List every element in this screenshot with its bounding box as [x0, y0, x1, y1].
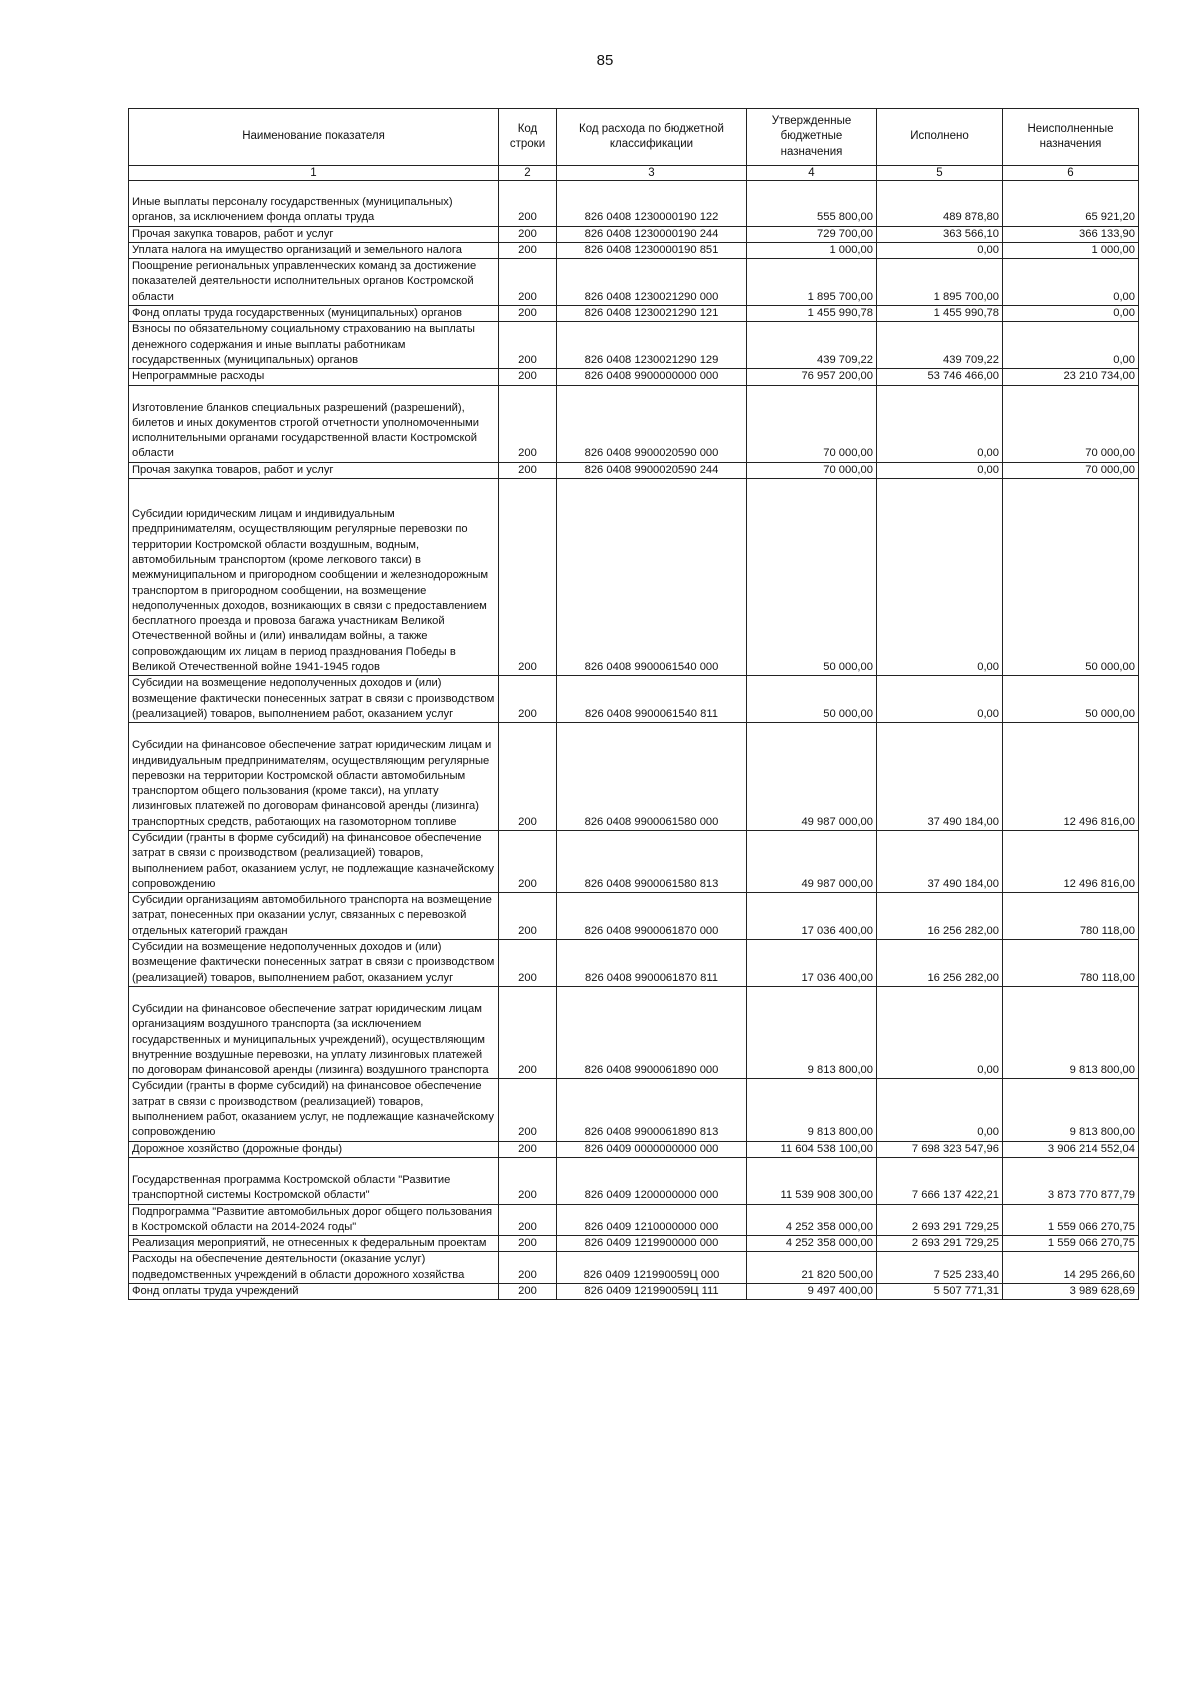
unexecuted-amount-cell: 9 813 800,00 — [1003, 1079, 1139, 1141]
column-number: 3 — [557, 166, 747, 181]
unexecuted-amount-cell: 3 989 628,69 — [1003, 1284, 1139, 1300]
executed-amount-cell: 2 693 291 729,25 — [877, 1236, 1003, 1252]
line-code-cell: 200 — [499, 259, 557, 306]
indicator-name-cell: Поощрение региональных управленческих команд за достижение показателей деятельности исполнительных органов Костромской области — [129, 259, 499, 306]
approved-amount-cell: 1 455 990,78 — [747, 306, 877, 322]
unexecuted-amount-cell: 1 559 066 270,75 — [1003, 1204, 1139, 1236]
budget-code-cell: 826 0408 9900061580 000 — [557, 723, 747, 831]
page-number: 85 — [596, 52, 614, 69]
budget-code-cell: 826 0408 9900061890 000 — [557, 986, 747, 1078]
line-code-cell: 200 — [499, 940, 557, 987]
line-code-cell: 200 — [499, 322, 557, 369]
executed-amount-cell: 0,00 — [877, 462, 1003, 478]
budget-code-cell: 826 0408 1230021290 129 — [557, 322, 747, 369]
line-code-cell: 200 — [499, 1141, 557, 1157]
unexecuted-amount-cell: 0,00 — [1003, 306, 1139, 322]
budget-code-cell: 826 0408 9900061870 000 — [557, 893, 747, 940]
indicator-name-cell: Расходы на обеспечение деятельности (оказание услуг) подведомственных учреждений в области дорожного хозяйства — [129, 1252, 499, 1284]
table-row — [129, 1157, 1139, 1204]
table-row — [129, 1284, 1139, 1300]
unexecuted-amount-cell: 23 210 734,00 — [1003, 369, 1139, 385]
approved-amount-cell: 50 000,00 — [747, 676, 877, 723]
indicator-name-cell: Государственная программа Костромской области "Развитие транспортной системы Костромской области" — [129, 1157, 499, 1204]
executed-amount-cell: 7 525 233,40 — [877, 1252, 1003, 1284]
approved-amount-cell: 49 987 000,00 — [747, 830, 877, 892]
unexecuted-amount-cell: 0,00 — [1003, 322, 1139, 369]
executed-amount-cell: 2 693 291 729,25 — [877, 1204, 1003, 1236]
indicator-name-cell: Непрограммные расходы — [129, 369, 499, 385]
executed-amount-cell: 0,00 — [877, 479, 1003, 676]
unexecuted-amount-cell: 366 133,90 — [1003, 226, 1139, 242]
budget-code-cell: 826 0409 0000000000 000 — [557, 1141, 747, 1157]
table-row — [129, 306, 1139, 322]
budget-code-cell: 826 0408 9900061540 811 — [557, 676, 747, 723]
budget-code-cell: 826 0408 9900061540 000 — [557, 479, 747, 676]
executed-amount-cell: 0,00 — [877, 242, 1003, 258]
header-approved: Утвержденные бюджетные назначения — [747, 109, 877, 166]
approved-amount-cell: 17 036 400,00 — [747, 940, 877, 987]
line-code-cell: 200 — [499, 723, 557, 831]
line-code-cell: 200 — [499, 1204, 557, 1236]
unexecuted-amount-cell: 9 813 800,00 — [1003, 986, 1139, 1078]
budget-code-cell: 826 0408 9900020590 000 — [557, 385, 747, 462]
table-row — [129, 479, 1139, 676]
unexecuted-amount-cell: 1 559 066 270,75 — [1003, 1236, 1139, 1252]
unexecuted-amount-cell: 14 295 266,60 — [1003, 1252, 1139, 1284]
indicator-name-cell: Подпрограмма "Развитие автомобильных дорог общего пользования в Костромской области на 2014-2024 годы" — [129, 1204, 499, 1236]
unexecuted-amount-cell: 70 000,00 — [1003, 385, 1139, 462]
approved-amount-cell: 4 252 358 000,00 — [747, 1236, 877, 1252]
unexecuted-amount-cell: 3 906 214 552,04 — [1003, 1141, 1139, 1157]
line-code-cell: 200 — [499, 1252, 557, 1284]
header-budget-code: Код расхода по бюджетной классификации — [557, 109, 747, 166]
approved-amount-cell: 11 604 538 100,00 — [747, 1141, 877, 1157]
header-row — [129, 109, 1139, 166]
table-row — [129, 723, 1139, 831]
table-row — [129, 369, 1139, 385]
budget-code-cell: 826 0408 1230000190 244 — [557, 226, 747, 242]
budget-code-cell: 826 0409 121990059Ц 111 — [557, 1284, 747, 1300]
table-row — [129, 1236, 1139, 1252]
indicator-name-cell: Реализация мероприятий, не отнесенных к федеральным проектам — [129, 1236, 499, 1252]
approved-amount-cell: 555 800,00 — [747, 181, 877, 227]
executed-amount-cell: 1 455 990,78 — [877, 306, 1003, 322]
table-row — [129, 462, 1139, 478]
table-row — [129, 986, 1139, 1078]
table-row — [129, 893, 1139, 940]
approved-amount-cell: 9 813 800,00 — [747, 1079, 877, 1141]
indicator-name-cell: Иные выплаты персоналу государственных (муниципальных) органов, за исключением фонда оплаты труда — [129, 181, 499, 227]
approved-amount-cell: 4 252 358 000,00 — [747, 1204, 877, 1236]
executed-amount-cell: 16 256 282,00 — [877, 940, 1003, 987]
line-code-cell: 200 — [499, 369, 557, 385]
approved-amount-cell: 50 000,00 — [747, 479, 877, 676]
approved-amount-cell: 9 813 800,00 — [747, 986, 877, 1078]
executed-amount-cell: 0,00 — [877, 986, 1003, 1078]
unexecuted-amount-cell: 50 000,00 — [1003, 479, 1139, 676]
header-line-code: Код строки — [499, 109, 557, 166]
indicator-name-cell: Субсидии на финансовое обеспечение затрат юридическим лицам и индивидуальным предпринимателям, осуществляющим регулярные перевозки на территории Костромской области автомобильным транспортом общего пользования (кроме такси), на уплату лизинговых платежей по договорам финансовой аренды (лизинга) транспортных средств, работающих на газомоторном топливе — [129, 723, 499, 831]
indicator-name-cell: Субсидии организациям автомобильного транспорта на возмещение затрат, понесенных при оказании услуг, связанных с перевозкой отдельных категорий граждан — [129, 893, 499, 940]
approved-amount-cell: 729 700,00 — [747, 226, 877, 242]
line-code-cell: 200 — [499, 385, 557, 462]
indicator-name-cell: Субсидии (гранты в форме субсидий) на финансовое обеспечение затрат в связи с производством (реализацией) товаров, выполнением работ, оказанием услуг, не подлежащие казначейскому сопровождению — [129, 1079, 499, 1141]
line-code-cell: 200 — [499, 306, 557, 322]
executed-amount-cell: 7 666 137 422,21 — [877, 1157, 1003, 1204]
executed-amount-cell: 489 878,80 — [877, 181, 1003, 227]
header-indicator-name: Наименование показателя — [129, 109, 499, 166]
line-code-cell: 200 — [499, 1236, 557, 1252]
unexecuted-amount-cell: 65 921,20 — [1003, 181, 1139, 227]
indicator-name-cell: Фонд оплаты труда государственных (муниципальных) органов — [129, 306, 499, 322]
budget-code-cell: 826 0408 9900061890 813 — [557, 1079, 747, 1141]
indicator-name-cell: Уплата налога на имущество организаций и земельного налога — [129, 242, 499, 258]
executed-amount-cell: 0,00 — [877, 1079, 1003, 1141]
budget-code-cell: 826 0408 9900061870 811 — [557, 940, 747, 987]
approved-amount-cell: 1 000,00 — [747, 242, 877, 258]
table-row — [129, 385, 1139, 462]
approved-amount-cell: 21 820 500,00 — [747, 1252, 877, 1284]
line-code-cell: 200 — [499, 462, 557, 478]
line-code-cell: 200 — [499, 242, 557, 258]
approved-amount-cell: 70 000,00 — [747, 462, 877, 478]
line-code-cell: 200 — [499, 1157, 557, 1204]
column-number: 4 — [747, 166, 877, 181]
indicator-name-cell: Субсидии юридическим лицам и индивидуальным предпринимателям, осуществляющим регулярные перевозки по территории Костромской области воздушным, водным, автомобильным транспортом (кроме легкового такси) в межмуниципальном и пригородном сообщении и железнодорожным транспортом в пригородном сообщении, на возмещение недополученных доходов, возникающих в связи с предоставлением бесплатного проезда и провоза багажа участникам Великой Отечественной войны и (или) инвалидам войны, а также сопровождающим их лицам в период празднования Победы в Великой Отечественной войне 1941-1945 годов — [129, 479, 499, 676]
budget-code-cell: 826 0408 9900061580 813 — [557, 830, 747, 892]
unexecuted-amount-cell: 0,00 — [1003, 259, 1139, 306]
column-number: 1 — [129, 166, 499, 181]
unexecuted-amount-cell: 12 496 816,00 — [1003, 723, 1139, 831]
table-row — [129, 1204, 1139, 1236]
executed-amount-cell: 37 490 184,00 — [877, 830, 1003, 892]
line-code-cell: 200 — [499, 986, 557, 1078]
table-row — [129, 181, 1139, 227]
approved-amount-cell: 70 000,00 — [747, 385, 877, 462]
indicator-name-cell: Субсидии на возмещение недополученных доходов и (или) возмещение фактически понесенных затрат в связи с производством (реализацией) товаров, выполнением работ, оказанием услуг — [129, 676, 499, 723]
executed-amount-cell: 37 490 184,00 — [877, 723, 1003, 831]
column-number: 6 — [1003, 166, 1139, 181]
executed-amount-cell: 0,00 — [877, 676, 1003, 723]
line-code-cell: 200 — [499, 893, 557, 940]
executed-amount-cell: 439 709,22 — [877, 322, 1003, 369]
unexecuted-amount-cell: 50 000,00 — [1003, 676, 1139, 723]
line-code-cell: 200 — [499, 1079, 557, 1141]
executed-amount-cell: 53 746 466,00 — [877, 369, 1003, 385]
line-code-cell: 200 — [499, 676, 557, 723]
budget-code-cell: 826 0409 1200000000 000 — [557, 1157, 747, 1204]
executed-amount-cell: 16 256 282,00 — [877, 893, 1003, 940]
executed-amount-cell: 363 566,10 — [877, 226, 1003, 242]
table-row — [129, 830, 1139, 892]
executed-amount-cell: 0,00 — [877, 385, 1003, 462]
indicator-name-cell: Субсидии на финансовое обеспечение затрат юридическим лицам организациям воздушного транспорта (за исключением государственных и муниципальных учреждений), осуществляющим внутренние воздушные перевозки, на уплату лизинговых платежей по договорам финансовой аренды (лизинга) воздушного транспорта — [129, 986, 499, 1078]
approved-amount-cell: 1 895 700,00 — [747, 259, 877, 306]
indicator-name-cell: Субсидии (гранты в форме субсидий) на финансовое обеспечение затрат в связи с производством (реализацией) товаров, выполнением работ, оказанием услуг, не подлежащие казначейскому сопровождению — [129, 830, 499, 892]
table-row — [129, 226, 1139, 242]
column-number: 2 — [499, 166, 557, 181]
budget-code-cell: 826 0408 1230021290 121 — [557, 306, 747, 322]
budget-code-cell: 826 0409 1210000000 000 — [557, 1204, 747, 1236]
indicator-name-cell: Прочая закупка товаров, работ и услуг — [129, 462, 499, 478]
unexecuted-amount-cell: 12 496 816,00 — [1003, 830, 1139, 892]
approved-amount-cell: 9 497 400,00 — [747, 1284, 877, 1300]
header-executed: Исполнено — [877, 109, 1003, 166]
approved-amount-cell: 17 036 400,00 — [747, 893, 877, 940]
line-code-cell: 200 — [499, 226, 557, 242]
budget-code-cell: 826 0409 121990059Ц 000 — [557, 1252, 747, 1284]
approved-amount-cell: 439 709,22 — [747, 322, 877, 369]
unexecuted-amount-cell: 3 873 770 877,79 — [1003, 1157, 1139, 1204]
approved-amount-cell: 76 957 200,00 — [747, 369, 877, 385]
indicator-name-cell: Фонд оплаты труда учреждений — [129, 1284, 499, 1300]
approved-amount-cell: 49 987 000,00 — [747, 723, 877, 831]
table-row — [129, 1141, 1139, 1157]
table-row — [129, 940, 1139, 987]
expenditure-table — [128, 108, 1139, 1300]
indicator-name-cell: Дорожное хозяйство (дорожные фонды) — [129, 1141, 499, 1157]
budget-code-cell: 826 0408 1230000190 851 — [557, 242, 747, 258]
table-row — [129, 1079, 1139, 1141]
indicator-name-cell: Субсидии на возмещение недополученных доходов и (или) возмещение фактически понесенных затрат в связи с производством (реализацией) товаров, выполнением работ, оказанием услуг — [129, 940, 499, 987]
budget-code-cell: 826 0409 1219900000 000 — [557, 1236, 747, 1252]
column-number-row — [129, 166, 1139, 181]
line-code-cell: 200 — [499, 479, 557, 676]
budget-code-cell: 826 0408 9900020590 244 — [557, 462, 747, 478]
budget-code-cell: 826 0408 1230021290 000 — [557, 259, 747, 306]
executed-amount-cell: 1 895 700,00 — [877, 259, 1003, 306]
table-row — [129, 676, 1139, 723]
budget-code-cell: 826 0408 9900000000 000 — [557, 369, 747, 385]
unexecuted-amount-cell: 70 000,00 — [1003, 462, 1139, 478]
indicator-name-cell: Взносы по обязательному социальному страхованию на выплаты денежного содержания и иные выплаты работникам государственных (муниципальных) органов — [129, 322, 499, 369]
indicator-name-cell: Прочая закупка товаров, работ и услуг — [129, 226, 499, 242]
executed-amount-cell: 5 507 771,31 — [877, 1284, 1003, 1300]
table-row — [129, 1252, 1139, 1284]
unexecuted-amount-cell: 1 000,00 — [1003, 242, 1139, 258]
indicator-name-cell: Изготовление бланков специальных разрешений (разрешений), билетов и иных документов строгой отчетности уполномоченными исполнительными органами государственной власти Костромской области — [129, 385, 499, 462]
table-row — [129, 242, 1139, 258]
line-code-cell: 200 — [499, 1284, 557, 1300]
line-code-cell: 200 — [499, 830, 557, 892]
approved-amount-cell: 11 539 908 300,00 — [747, 1157, 877, 1204]
line-code-cell: 200 — [499, 181, 557, 227]
executed-amount-cell: 7 698 323 547,96 — [877, 1141, 1003, 1157]
table-row — [129, 322, 1139, 369]
unexecuted-amount-cell: 780 118,00 — [1003, 940, 1139, 987]
unexecuted-amount-cell: 780 118,00 — [1003, 893, 1139, 940]
table-row — [129, 259, 1139, 306]
column-number: 5 — [877, 166, 1003, 181]
header-unexecuted: Неисполненные назначения — [1003, 109, 1139, 166]
budget-code-cell: 826 0408 1230000190 122 — [557, 181, 747, 227]
